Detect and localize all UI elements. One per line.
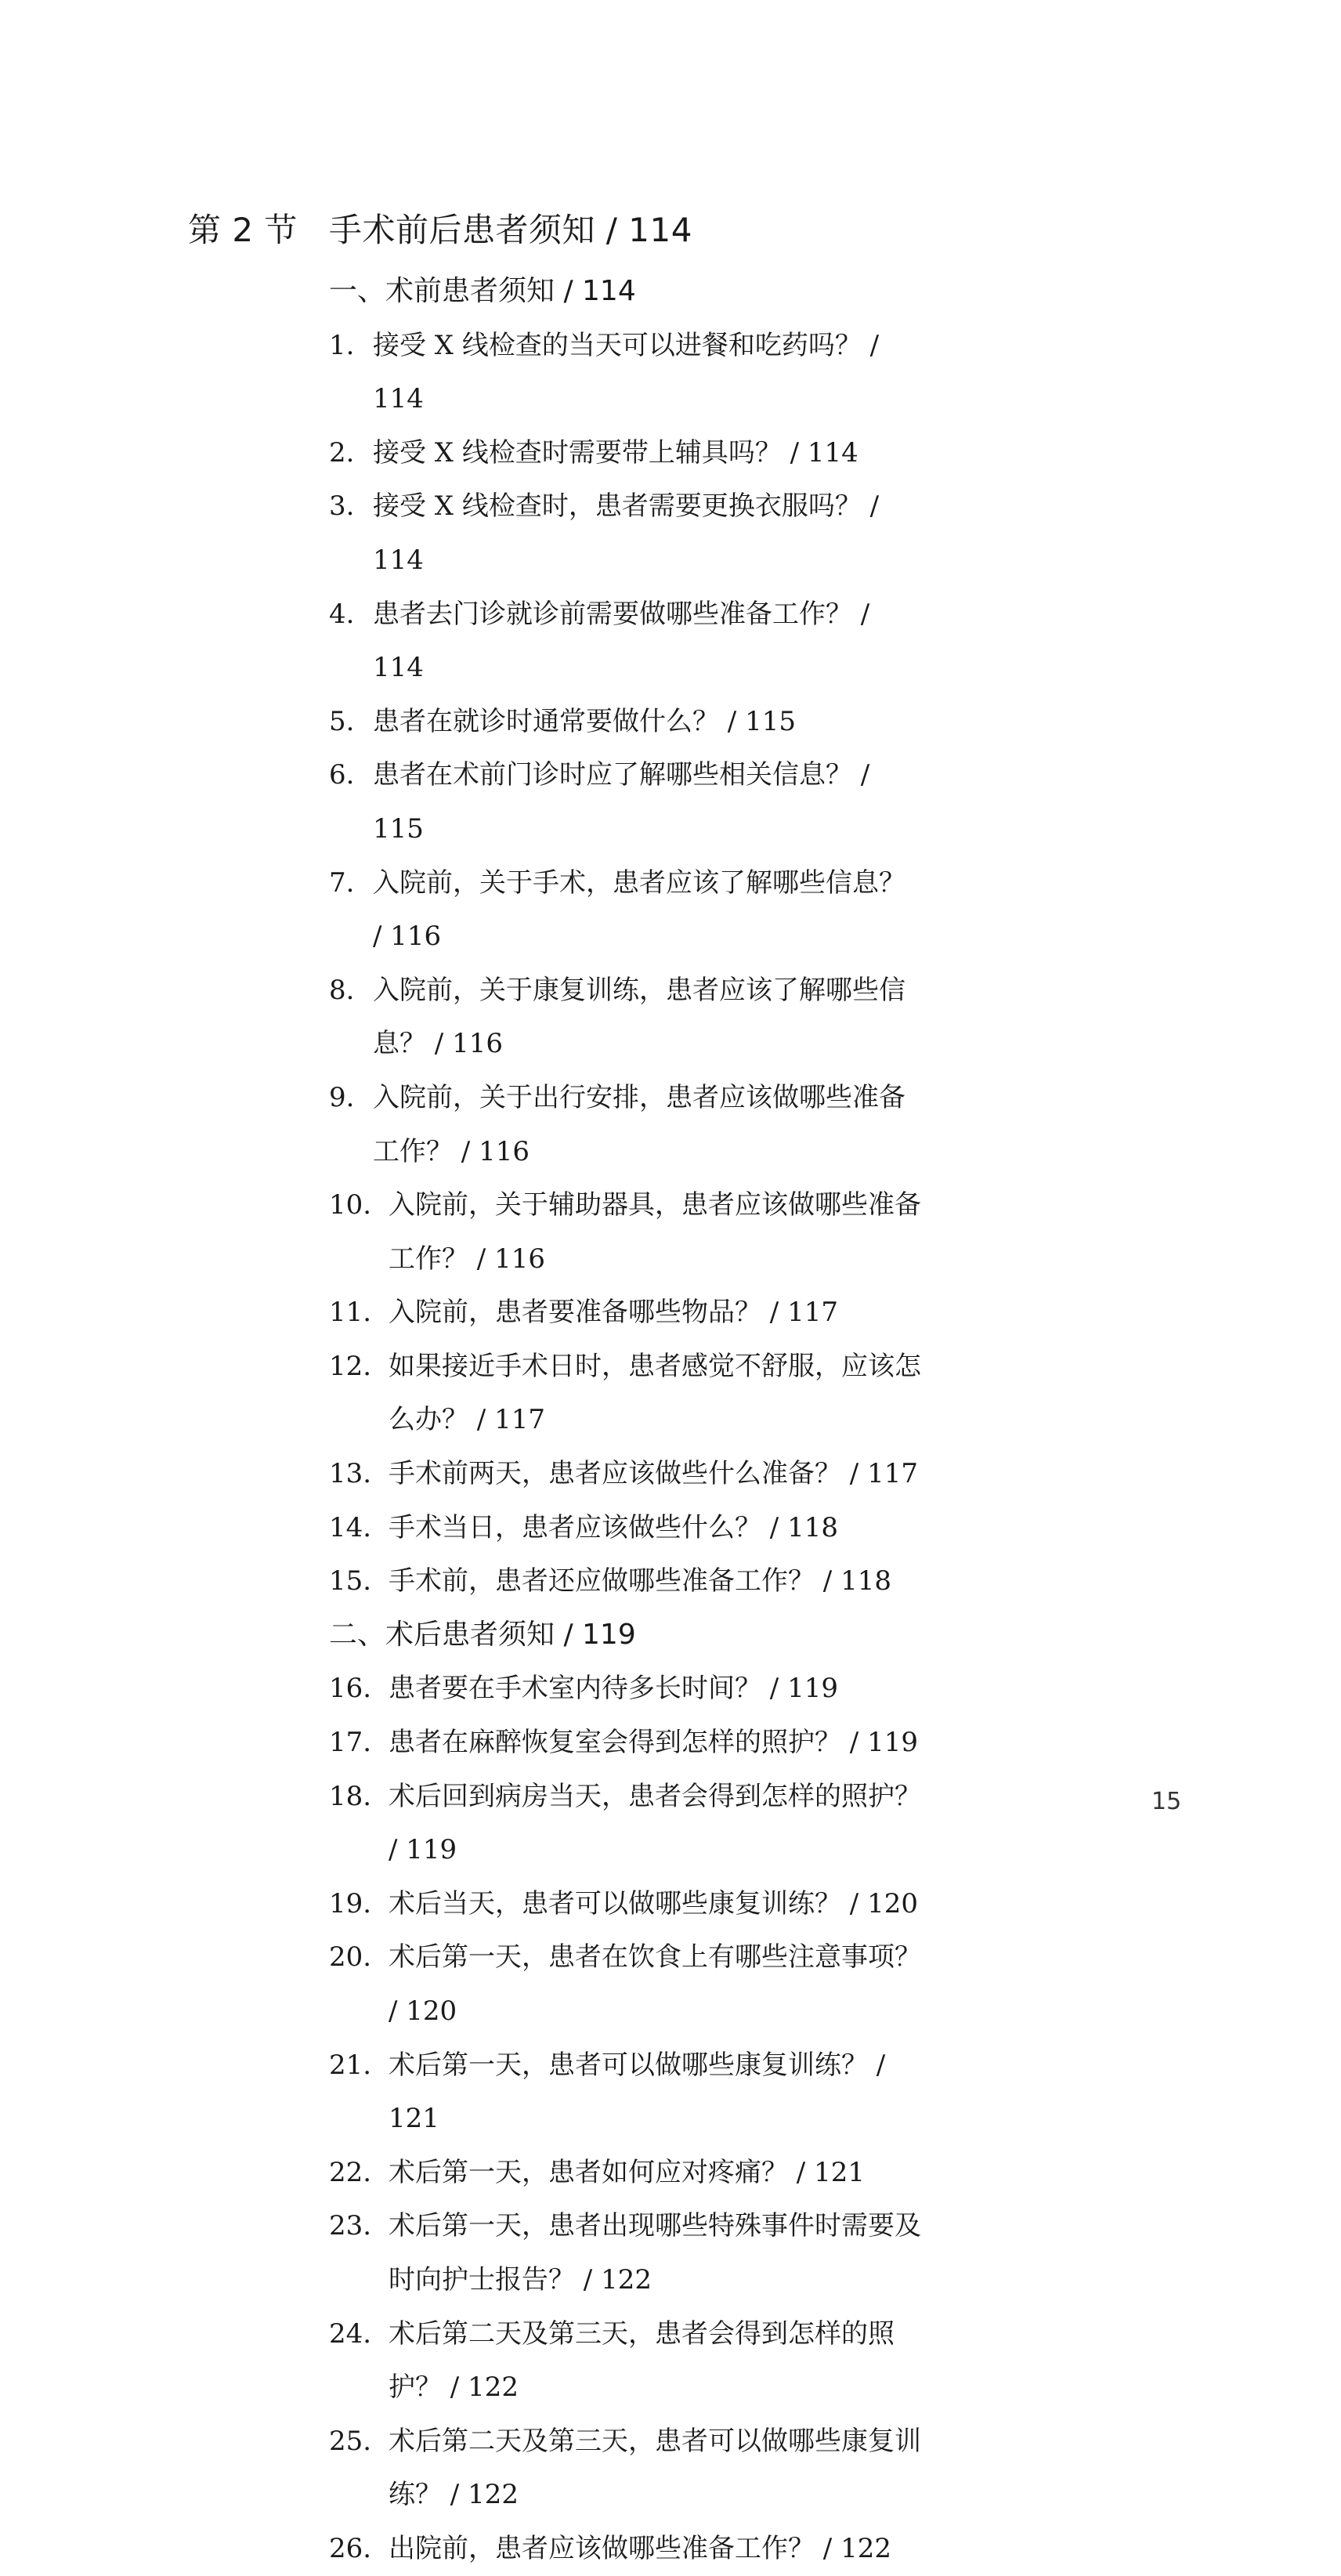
toc-entry [329,1770,1206,1877]
section-title: 手术前后患者须知 / 114 [328,211,692,249]
toc-entry [329,1178,1206,1286]
entry-number: 18. [329,1780,372,1812]
toc-entry [329,2146,1206,2200]
entry-text: 出院前，患者应该做哪些准备工作？ / 122 [389,2532,891,2564]
entry-text: 接受 X 线检查时需要带上辅具吗？ / 114 [373,436,858,469]
entry-number: 19. [329,1887,372,1919]
entry-text: 入院前，患者要准备哪些物品？ / 117 [389,1297,838,1329]
toc-entry [329,1447,1206,1501]
toc-entry [329,2199,1206,2306]
toc-entry [329,1554,1206,1608]
toc-entry [329,2039,1206,2146]
toc-entry [329,2522,1206,2576]
entry-number: 25. [329,2425,372,2457]
entry-text: 如果接近手术日时，患者感觉不舒服，应该怎么办？ / 117 [389,1350,921,1436]
entry-text: 入院前，关于康复训练，患者应该了解哪些信息？ / 116 [373,974,905,1060]
entry-number: 11. [329,1297,372,1329]
entry-text: 术后第一天，患者在饮食上有哪些注意事项？ / 120 [389,1941,921,2027]
entry-number: 4. [329,598,355,630]
toc-entry [329,1877,1206,1931]
entry-text: 入院前，关于出行安排，患者应该做哪些准备工作？ / 116 [373,1081,905,1167]
entry-text: 术后回到病房当天，患者会得到怎样的照护？ / 119 [389,1780,921,1866]
entry-text: 患者去门诊就诊前需要做哪些准备工作？ / 114 [373,598,870,684]
toc-entry [329,2307,1206,2415]
entry-number: 20. [329,1941,372,1974]
entry-number: 26. [329,2532,372,2564]
entry-text: 手术前，患者还应做哪些准备工作？ / 118 [389,1565,891,1597]
entry-text: 患者在术前门诊时应了解哪些相关信息？ / 115 [373,759,870,845]
entry-number: 3. [329,490,355,523]
toc-entry [329,588,1206,695]
entry-text: 入院前，关于辅助器具，患者应该做哪些准备工作？ / 116 [389,1189,921,1275]
toc-entry [329,319,1206,426]
entry-number: 24. [329,2317,372,2350]
entry-number: 7. [329,867,355,899]
entry-text: 患者在就诊时通常要做什么？ / 115 [373,705,796,737]
toc-entry [329,1716,1206,1770]
toc-entry [329,1501,1206,1555]
toc-entry [329,1071,1206,1178]
entry-text: 接受 X 线检查的当天可以进餐和吃药吗？ / 114 [373,329,880,415]
entry-text: 手术当日，患者应该做些什么？ / 118 [389,1511,838,1543]
entry-text: 手术前两天，患者应该做些什么准备？ / 117 [389,1458,918,1490]
entry-number: 15. [329,1565,372,1597]
section-heading [188,208,692,252]
entry-number: 22. [329,2156,372,2188]
entry-text: 入院前，关于手术，患者应该了解哪些信息？ / 116 [373,867,905,953]
entry-number: 16. [329,1673,372,1705]
entry-text: 接受 X 线检查时，患者需要更换衣服吗？ / 114 [373,490,880,576]
entry-number: 8. [329,974,355,1006]
entry-number: 17. [329,1727,372,1759]
toc-entry [329,964,1206,1071]
section-number: 第 2 节 [188,211,298,249]
entry-number: 13. [329,1458,372,1490]
entry-text: 术后第一天，患者出现哪些特殊事件时需要及时向护士报告？ / 122 [389,2210,921,2296]
entry-number: 12. [329,1350,372,1382]
page-number: 15 [1151,1788,1182,1815]
entry-number: 6. [329,759,355,791]
group-heading: 二、术后患者须知 / 119 [329,1618,636,1651]
entry-text: 术后第一天，患者如何应对疼痛？ / 121 [389,2156,865,2188]
entry-number: 21. [329,2049,372,2081]
toc-entry [329,479,1206,587]
entry-number: 1. [329,329,355,361]
entry-number: 9. [329,1081,355,1113]
toc-entry [329,856,1206,964]
toc-entry [329,1930,1206,2038]
entry-number: 2. [329,436,355,469]
entry-text: 患者在麻醉恢复室会得到怎样的照护？ / 119 [389,1727,918,1759]
entry-number: 5. [329,705,355,737]
entry-number: 10. [329,1189,372,1221]
toc-entry [329,1662,1206,1716]
entry-text: 术后当天，患者可以做哪些康复训练？ / 120 [389,1887,918,1919]
group-heading: 一、术前患者须知 / 114 [329,275,636,307]
entry-number: 23. [329,2210,372,2242]
toc-entry [329,2415,1206,2522]
entry-text: 术后第一天，患者可以做哪些康复训练？ / 121 [389,2049,886,2135]
entry-text: 患者要在手术室内待多长时间？ / 119 [389,1673,838,1705]
toc-entry [329,426,1206,480]
entry-text: 术后第二天及第三天，患者会得到怎样的照护？ / 122 [389,2317,895,2404]
toc-entry [329,1286,1206,1340]
toc-entry [329,748,1206,856]
entry-text: 术后第二天及第三天，患者可以做哪些康复训练？ / 122 [389,2425,921,2511]
entry-number: 14. [329,1511,372,1543]
toc-entry [329,695,1206,749]
table-of-contents [329,265,1206,2576]
toc-entry [329,1340,1206,1447]
